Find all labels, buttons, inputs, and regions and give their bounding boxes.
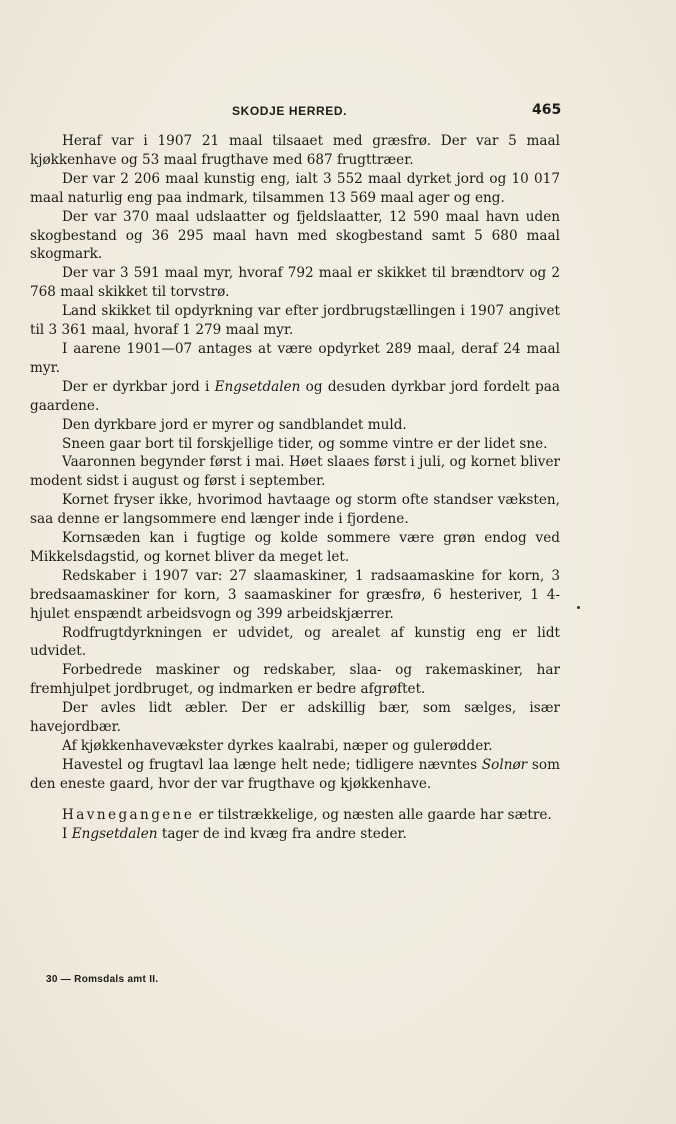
paragraph-20-end: tager de ind kvæg fra andre steder. xyxy=(157,825,407,842)
paragraph-18-start: Havestel og frugtavl laa længe helt nede; tidligere nævntes xyxy=(62,756,482,773)
paragraph-13: Redskaber i 1907 var: 27 slaamaskiner, 1 radsaamaskine for korn, 3 bredsaamaskiner for korn, 3 saamaskiner for græsfrø, 6 hesteriver, 1 4-hjulet enspændt arbeidsvogn og 399 arbeidskjærrer. xyxy=(30,567,560,622)
running-header xyxy=(0,104,676,124)
paragraph-8: Den dyrkbare jord er myrer og sandblandet muld. xyxy=(62,416,407,433)
paragraph-9: Sneen gaar bort til forskjellige tider, og somme vintre er der lidet sne. xyxy=(62,435,548,452)
paragraph-15: Forbedrede maskiner og redskaber, slaa- og rakemaskiner, har fremhjulpet jordbruget, og indmarken er bedre afgrøftet. xyxy=(30,662,560,698)
paragraph-20-start: I xyxy=(62,825,72,842)
paragraph-11: Kornet fryser ikke, hvorimod havtaage og storm ofte standser væksten, saa denne er langsommere end længer inde i fjordene. xyxy=(30,492,560,528)
running-head-title: SKODJE HERRED. xyxy=(232,104,348,118)
place-name-engsetdalen: Engsetdalen xyxy=(214,378,301,395)
paragraph-2: Der var 2 206 maal kunstig eng, ialt 3 552 maal dyrket jord og 10 017 maal naturlig eng paa indmark, tilsammen 13 569 maal ager og eng. xyxy=(30,170,560,206)
paragraph-6: I aarene 1901—07 antages at være opdyrket 289 maal, deraf 24 maal myr. xyxy=(30,340,560,376)
paragraph-12: Kornsæden kan i fugtige og kolde sommere være grøn endog ved Mikkelsdagstid, og kornet bliver da meget let. xyxy=(30,530,560,565)
paragraph-5: Land skikket til opdyrkning var efter jordbrugstællingen i 1907 angivet til 3 361 maal, hvoraf 1 279 maal myr. xyxy=(30,303,560,339)
paragraph-16: Der avles lidt æbler. Der er adskillig bær, som sælges, især havejordbær. xyxy=(30,700,560,736)
paragraph-20 xyxy=(30,825,560,844)
body-text xyxy=(30,132,560,844)
signature-mark: 30 — Romsdals amt II. xyxy=(46,974,159,985)
paragraph-1: Heraf var i 1907 21 maal tilsaaet med græsfrø. Der var 5 maal kjøkkenhave og 53 maal frugthave med 687 frugttræer. xyxy=(30,133,560,168)
page-number: 465 xyxy=(532,102,562,118)
paragraph-19-end: er tilstrækkelige, og næsten alle gaarde har sætre. xyxy=(194,806,552,823)
paragraph-19 xyxy=(30,806,560,825)
paragraph-7-end: og desuden dyrkbar jord fordelt paa gaardene. xyxy=(30,378,560,414)
place-name-engsetdalen-2: Engsetdalen xyxy=(71,825,158,842)
paragraph-18-end: som den eneste gaard, hvor der var frugthave og kjøkkenhave. xyxy=(30,756,560,792)
print-speck xyxy=(577,606,580,609)
paragraph-4: Der var 3 591 maal myr, hvoraf 792 maal er skikket til brændtorv og 2 768 maal skikket til torvstrø. xyxy=(30,265,560,301)
place-name-solnor: Solnør xyxy=(481,756,528,773)
paragraph-14: Rodfrugtdyrkningen er udvidet, og arealet af kunstig eng er lidt udvidet. xyxy=(30,624,560,660)
paragraph-10: Vaaronnen begynder først i mai. Høet slaaes først i juli, og kornet bliver modent sidst i august og først i september. xyxy=(30,454,560,490)
paragraph-17: Af kjøkkenhavevækster dyrkes kaalrabi, næper og gulerødder. xyxy=(62,738,493,754)
spaced-word-havnegangene: Havnegangene xyxy=(62,806,195,823)
paragraph-7-start: Der er dyrkbar jord i xyxy=(62,378,215,395)
paragraph-3: Der var 370 maal udslaatter og fjeldslaatter, 12 590 maal havn uden skogbestand og 36 295 maal havn med skogbestand samt 5 680 maal skogmark. xyxy=(30,208,560,263)
paragraph-7 xyxy=(30,378,560,416)
paragraph-18 xyxy=(30,756,560,794)
